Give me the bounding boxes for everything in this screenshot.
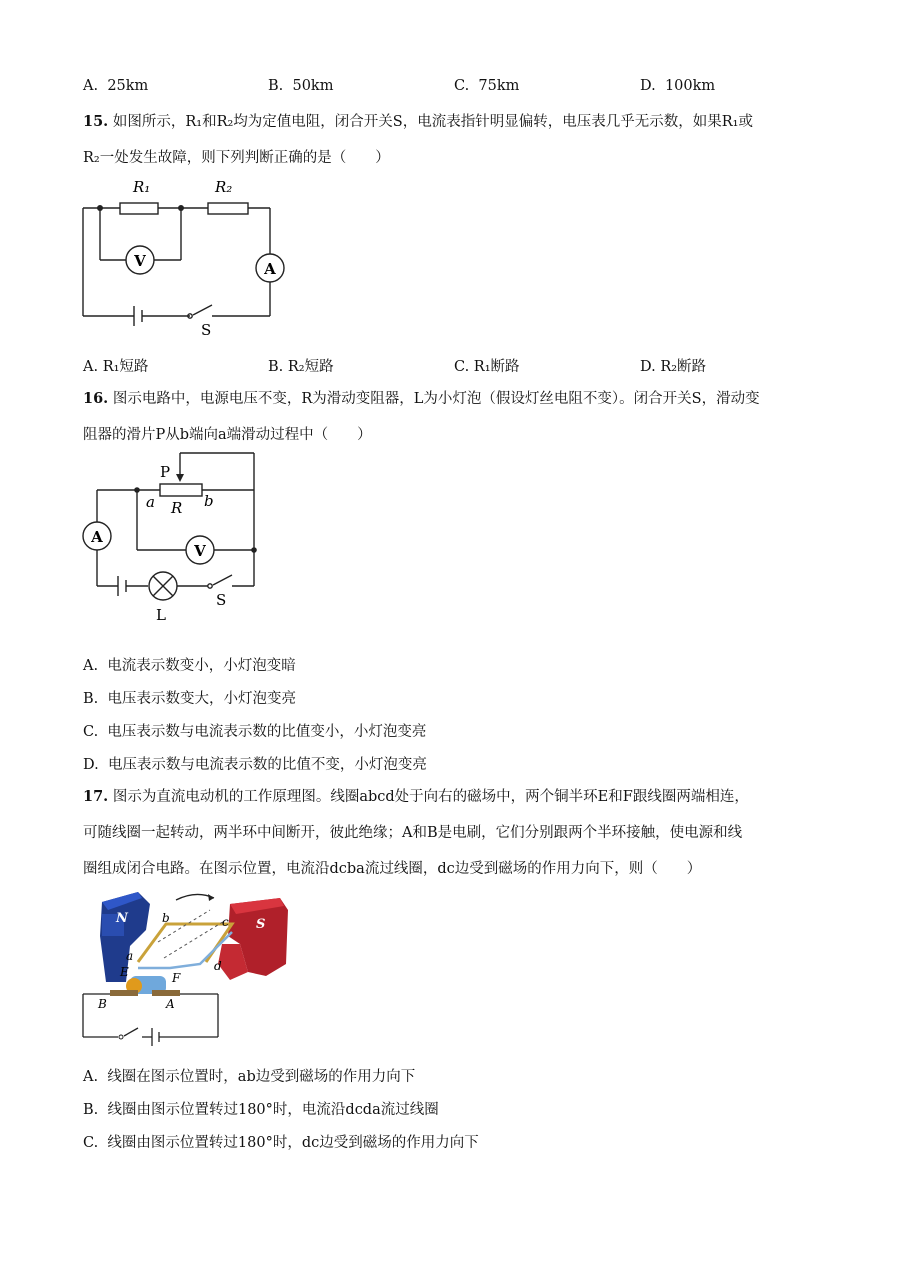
q14-option-a: A. 25km <box>83 78 149 94</box>
q14-option-d: D. 100km <box>640 78 716 94</box>
q16-option-b: B. 电压表示数变大，小灯泡变亮 <box>83 691 296 707</box>
q17-label-d: d <box>214 959 222 973</box>
q16-label-b: b <box>204 492 214 510</box>
q17-label-brush-a: A <box>166 997 175 1011</box>
q16-option-c: C. 电压表示数与电流表示数的比值变小，小灯泡变亮 <box>83 724 427 740</box>
q15-option-a: A. R₁短路 <box>83 359 149 375</box>
q15-label-switch: S <box>201 321 212 339</box>
q15-stem-line1: 15. 如图所示，R₁和R₂均为定值电阻，闭合开关S，电流表指针明显偏转，电压表几乎无示数，如果R₁或 <box>83 113 753 130</box>
q16-label-ammeter: A <box>91 528 103 546</box>
q17-stem-line1: 17. 图示为直流电动机的工作原理图。线圈abcd处于向右的磁场中，两个铜半环E和F跟线圈两端相连， <box>83 788 749 805</box>
q16-label-voltmeter: V <box>194 542 206 560</box>
q15-circuit-figure <box>80 172 280 340</box>
q16-circuit-figure <box>80 450 270 626</box>
q17-label-s: S <box>256 917 266 932</box>
q17-option-a: A. 线圈在图示位置时，ab边受到磁场的作用力向下 <box>83 1069 416 1085</box>
q16-stem-line1: 16. 图示电路中，电源电压不变，R为滑动变阻器，L为小灯泡（假设灯丝电阻不变）。闭合开关S，滑动变 <box>83 390 760 407</box>
q16-option-a: A. 电流表示数变小，小灯泡变暗 <box>83 658 296 674</box>
q15-option-b: B. R₂短路 <box>268 359 334 375</box>
q16-label-r: R <box>171 499 183 517</box>
q14-option-b: B. 50km <box>268 78 334 94</box>
q15-option-d: D. R₂断路 <box>640 359 707 375</box>
q15-label-voltmeter: V <box>134 252 146 270</box>
q14-option-c: C. 75km <box>454 78 520 94</box>
q16-option-d: D. 电压表示数与电流表示数的比值不变，小灯泡变亮 <box>83 757 427 773</box>
q15-label-r2: R₂ <box>215 178 233 196</box>
q17-stem-line2: 可随线圈一起转动，两半环中间断开，彼此绝缘；A和B是电刷，它们分别跟两个半环接触，使电源和线 <box>83 825 743 841</box>
q16-stem-line2: 阻器的滑片P从b端向a端滑动过程中（ ） <box>83 427 372 443</box>
q16-label-a: a <box>146 493 155 511</box>
q17-label-n: N <box>116 911 128 926</box>
q16-label-switch: S <box>216 591 227 609</box>
q17-label-f: F <box>172 971 181 985</box>
q17-label-e: E <box>120 965 129 979</box>
q17-label-brush-b: B <box>98 997 107 1011</box>
q17-label-c: c <box>222 915 229 929</box>
q17-option-c: C. 线圈由图示位置转过180°时，dc边受到磁场的作用力向下 <box>83 1135 479 1151</box>
q17-motor-figure <box>80 884 295 1044</box>
q15-stem-line2: R₂一处发生故障，则下列判断正确的是（ ） <box>83 150 390 166</box>
q17-stem-line3: 圈组成闭合电路。在图示位置，电流沿dcba流过线圈，dc边受到磁场的作用力向下，则（ ） <box>83 861 702 877</box>
q17-option-b: B. 线圈由图示位置转过180°时，电流沿dcda流过线圈 <box>83 1102 439 1118</box>
q16-label-lamp: L <box>156 606 166 624</box>
q17-label-a: a <box>126 949 134 963</box>
q15-option-c: C. R₁断路 <box>454 359 520 375</box>
q16-label-p: P <box>160 463 171 481</box>
q15-label-r1: R₁ <box>133 178 151 196</box>
q17-label-b: b <box>162 911 170 925</box>
q15-label-ammeter: A <box>264 260 276 278</box>
